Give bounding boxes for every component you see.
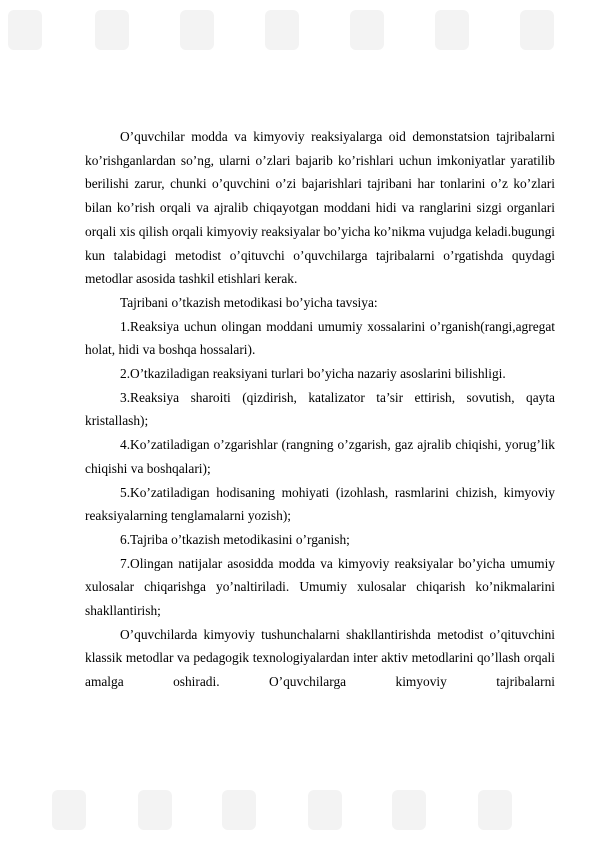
paragraph-recommendation-heading: Tajribani o’tkazish metodikasi bo’yicha tavsiya:: [120, 294, 378, 310]
list-item-2: 2.O’tkaziladigan reaksiyani turlari bo’yicha nazariy asoslarini bilishligi.: [120, 366, 506, 382]
document-body: [85, 125, 555, 694]
list-item-6: 6.Tajriba o’tkazish metodikasini o’rganish;: [120, 531, 350, 547]
paragraph-intro: O’quvchilar modda va kimyoviy reaksiyalarga oid demonstatsion tajribalarni ko’rishganlardan so’ng, ularni o’zlari bajarib ko’rishlari uchun imkoniyatlar yaratilib berilishi zarur, chunki o’quvchini o’zi bajarishlari tajribani har tonlarini o’z ko’zlari bilan ko’rish orqali va ajralib chiqayotgan moddani hidi va ranglarini sizgi organlari orqali xis qilish orqali kimyoviy reaksiyalar bo’yicha ko’nikma vujudga keladi.bugungi kun talabidagi metodist o’qituvchi o’quvchilarga tajribalarni o’rgatishda quydagi metodlar asosida tashkil etishlari kerak.: [85, 129, 555, 287]
list-item-7: 7.Olingan natijalar asosidda modda va kimyoviy reaksiyalar bo’yicha umumiy xulosalar chiqarishga yo’naltiriladi. Umumiy xulosalar chiqarish ko’nikmalarini shakllantirish;: [85, 555, 555, 619]
list-item-4: 4.Ko’zatiladigan o’zgarishlar (rangning o’zgarish, gaz ajralib chiqishi, yorug’lik chiqishi va boshqalari);: [85, 437, 555, 476]
list-item-5: 5.Ko’zatiladigan hodisaning mohiyati (izohlash, rasmlarini chizish, kimyoviy reaksiyalarning tenglamalarni yozish);: [85, 484, 555, 524]
list-item-3: 3.Reaksiya sharoiti (qizdirish, katalizator ta’sir ettirish, sovutish, qayta kristallash);: [85, 389, 555, 429]
paragraph-conclusion: O’quvchilarda kimyoviy tushunchalarni shakllantirishda metodist o’qituvchini klassik metodlar va pedagogik texnologiyalardan inter aktiv metodlarini qo’llash orqali amalga oshiradi. O’quvchilarga kimyoviy tajribalarni: [85, 626, 555, 690]
list-item-1: 1.Reaksiya uchun olingan moddani umumiy xossalarini o’rganish(rangi,agregat holat, hidi va boshqa hossalari).: [85, 318, 555, 358]
